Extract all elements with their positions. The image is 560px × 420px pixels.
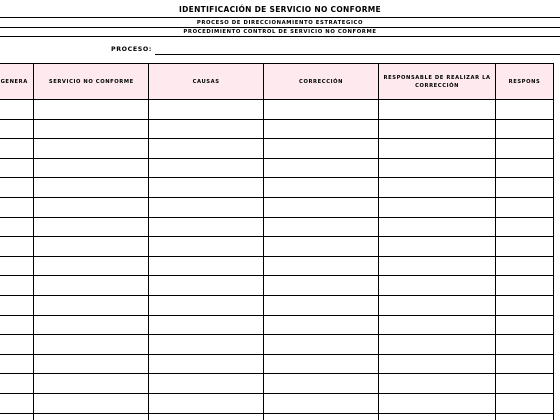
table-cell[interactable] bbox=[149, 139, 264, 159]
table-cell[interactable] bbox=[379, 393, 496, 413]
table-cell[interactable] bbox=[149, 178, 264, 198]
table-cell[interactable] bbox=[263, 354, 378, 374]
table-cell[interactable] bbox=[379, 100, 496, 120]
table-cell[interactable] bbox=[0, 119, 34, 139]
table-cell[interactable] bbox=[263, 413, 378, 420]
table-cell[interactable] bbox=[0, 393, 34, 413]
table-cell[interactable] bbox=[149, 393, 264, 413]
table-cell[interactable] bbox=[379, 413, 496, 420]
table-row bbox=[0, 217, 554, 237]
table-cell[interactable] bbox=[263, 237, 378, 257]
table-cell[interactable] bbox=[263, 178, 378, 198]
table-cell[interactable] bbox=[495, 335, 553, 355]
table-row bbox=[0, 374, 554, 394]
divider bbox=[0, 17, 560, 18]
column-header-responsable: RESPONS bbox=[495, 64, 553, 100]
table-cell[interactable] bbox=[263, 197, 378, 217]
table-cell[interactable] bbox=[0, 237, 34, 257]
table-cell[interactable] bbox=[495, 100, 553, 120]
column-header-correccion: CORRECCIÓN bbox=[263, 64, 378, 100]
table-cell[interactable] bbox=[0, 158, 34, 178]
table-cell[interactable] bbox=[0, 315, 34, 335]
table-cell[interactable] bbox=[34, 354, 149, 374]
table-cell[interactable] bbox=[379, 354, 496, 374]
table-cell[interactable] bbox=[495, 315, 553, 335]
table-cell[interactable] bbox=[379, 295, 496, 315]
table-cell[interactable] bbox=[149, 354, 264, 374]
table-cell[interactable] bbox=[149, 217, 264, 237]
table-cell[interactable] bbox=[379, 139, 496, 159]
table-cell[interactable] bbox=[0, 413, 34, 420]
table-cell[interactable] bbox=[263, 335, 378, 355]
table-cell[interactable] bbox=[495, 158, 553, 178]
column-header-genera: GENERA bbox=[0, 64, 34, 100]
column-header-responsable-correccion: RESPONSABLE DE REALIZAR LA CORRECCIÓN bbox=[379, 64, 496, 100]
table-cell[interactable] bbox=[379, 276, 496, 296]
table-row bbox=[0, 315, 554, 335]
table-cell[interactable] bbox=[149, 374, 264, 394]
table-cell[interactable] bbox=[34, 119, 149, 139]
table-cell[interactable] bbox=[379, 315, 496, 335]
table-cell[interactable] bbox=[379, 374, 496, 394]
table-row bbox=[0, 197, 554, 217]
table-cell[interactable] bbox=[0, 100, 34, 120]
table-cell[interactable] bbox=[263, 393, 378, 413]
table-cell[interactable] bbox=[149, 100, 264, 120]
table-row bbox=[0, 354, 554, 374]
table-row bbox=[0, 119, 554, 139]
table-cell[interactable] bbox=[34, 100, 149, 120]
table-cell[interactable] bbox=[34, 374, 149, 394]
table-cell[interactable] bbox=[34, 295, 149, 315]
table-header-row bbox=[0, 64, 554, 100]
table-cell[interactable] bbox=[34, 393, 149, 413]
table-cell[interactable] bbox=[149, 335, 264, 355]
table-cell[interactable] bbox=[149, 276, 264, 296]
table-cell[interactable] bbox=[495, 139, 553, 159]
table-cell[interactable] bbox=[34, 158, 149, 178]
table-cell[interactable] bbox=[149, 315, 264, 335]
table-cell[interactable] bbox=[34, 139, 149, 159]
table-cell[interactable] bbox=[495, 119, 553, 139]
table-cell[interactable] bbox=[379, 217, 496, 237]
table-cell[interactable] bbox=[149, 119, 264, 139]
table-cell[interactable] bbox=[263, 276, 378, 296]
table-cell[interactable] bbox=[0, 354, 34, 374]
table-cell[interactable] bbox=[0, 295, 34, 315]
divider bbox=[0, 36, 560, 37]
form-subtitle-process: PROCESO DE DIRECCIONAMIENTO ESTRATEGICO bbox=[196, 20, 364, 26]
table-row bbox=[0, 178, 554, 198]
table-cell[interactable] bbox=[495, 256, 553, 276]
table-row bbox=[0, 295, 554, 315]
table-cell[interactable] bbox=[149, 197, 264, 217]
table-cell[interactable] bbox=[0, 139, 34, 159]
table-cell[interactable] bbox=[495, 354, 553, 374]
table-cell[interactable] bbox=[263, 158, 378, 178]
table-cell[interactable] bbox=[263, 256, 378, 276]
table-cell[interactable] bbox=[149, 237, 264, 257]
table-cell[interactable] bbox=[495, 276, 553, 296]
table-cell[interactable] bbox=[495, 295, 553, 315]
table-cell[interactable] bbox=[495, 217, 553, 237]
table-body bbox=[0, 100, 554, 420]
proceso-field[interactable] bbox=[155, 54, 560, 55]
table-cell[interactable] bbox=[379, 178, 496, 198]
table-cell[interactable] bbox=[0, 276, 34, 296]
table-cell[interactable] bbox=[0, 374, 34, 394]
column-header-causas: CAUSAS bbox=[149, 64, 264, 100]
table-row bbox=[0, 139, 554, 159]
form-title: IDENTIFICACIÓN DE SERVICIO NO CONFORME bbox=[179, 5, 381, 14]
table-cell[interactable] bbox=[495, 237, 553, 257]
form-subtitle-procedure: PROCEDIMIENTO CONTROL DE SERVICIO NO CONFORME bbox=[183, 29, 377, 35]
table-cell[interactable] bbox=[263, 374, 378, 394]
table-cell[interactable] bbox=[263, 295, 378, 315]
table-cell[interactable] bbox=[149, 295, 264, 315]
table-cell[interactable] bbox=[495, 197, 553, 217]
table-cell[interactable] bbox=[263, 100, 378, 120]
table-cell[interactable] bbox=[495, 413, 553, 420]
table-cell[interactable] bbox=[379, 158, 496, 178]
table-cell[interactable] bbox=[495, 178, 553, 198]
table-row bbox=[0, 393, 554, 413]
table-cell[interactable] bbox=[34, 413, 149, 420]
table-cell[interactable] bbox=[379, 256, 496, 276]
table-cell[interactable] bbox=[263, 119, 378, 139]
table-cell[interactable] bbox=[34, 315, 149, 335]
table-cell[interactable] bbox=[0, 256, 34, 276]
table-row bbox=[0, 256, 554, 276]
table-row bbox=[0, 237, 554, 257]
table-cell[interactable] bbox=[149, 413, 264, 420]
table-cell[interactable] bbox=[263, 139, 378, 159]
table-cell[interactable] bbox=[34, 178, 149, 198]
table-cell[interactable] bbox=[0, 335, 34, 355]
table-cell[interactable] bbox=[379, 237, 496, 257]
table-cell[interactable] bbox=[34, 256, 149, 276]
table-cell[interactable] bbox=[34, 237, 149, 257]
table-cell[interactable] bbox=[34, 276, 149, 296]
table-row bbox=[0, 413, 554, 420]
table-cell[interactable] bbox=[149, 158, 264, 178]
table-cell[interactable] bbox=[379, 119, 496, 139]
table-cell[interactable] bbox=[0, 217, 34, 237]
table-row bbox=[0, 100, 554, 120]
table-cell[interactable] bbox=[34, 217, 149, 237]
table-cell[interactable] bbox=[263, 315, 378, 335]
table-row bbox=[0, 335, 554, 355]
table-cell[interactable] bbox=[34, 335, 149, 355]
table-cell[interactable] bbox=[379, 335, 496, 355]
table-cell[interactable] bbox=[379, 197, 496, 217]
table-cell[interactable] bbox=[263, 217, 378, 237]
table-cell[interactable] bbox=[495, 374, 553, 394]
column-header-servicio-no-conforme: SERVICIO NO CONFORME bbox=[34, 64, 149, 100]
table-cell[interactable] bbox=[149, 256, 264, 276]
table-cell[interactable] bbox=[34, 197, 149, 217]
table-cell[interactable] bbox=[0, 178, 34, 198]
nonconforming-service-table bbox=[0, 63, 554, 420]
table-row bbox=[0, 158, 554, 178]
table-cell[interactable] bbox=[495, 393, 553, 413]
table-row bbox=[0, 276, 554, 296]
proceso-label: PROCESO: bbox=[111, 46, 152, 53]
table-cell[interactable] bbox=[0, 197, 34, 217]
